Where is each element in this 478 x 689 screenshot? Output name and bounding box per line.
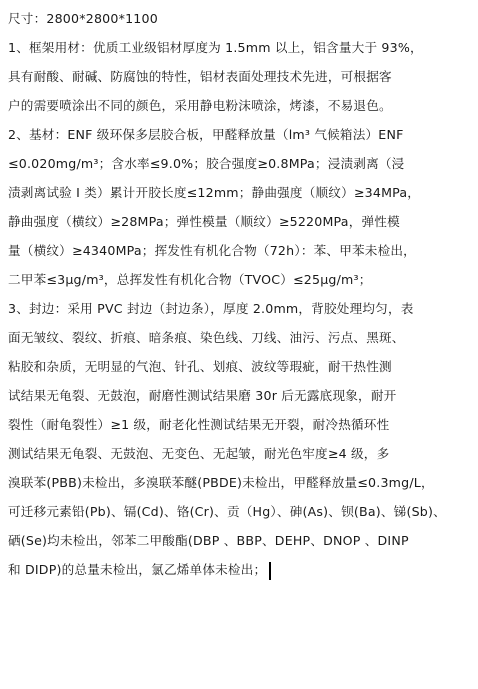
edge-banding-line-6: 测试结果无龟裂、无鼓泡、无变色、无起皱，耐光色牢度≥4 级，多 [8,446,390,461]
base-material-line-2: ≤0.020mg/m³；含水率≤9.0%；胶合强度≥0.8MPa；浸渍剥离（浸 [8,156,405,171]
edge-banding-line-7: 溴联苯(PBB)未检出，多溴联苯醚(PBDE)未检出，甲醛释放量≤0.3mg/L， [8,475,434,490]
base-material-line-5: 量（横纹）≥4340MPa；挥发性有机化合物（72h）：苯、甲苯未检出， [8,243,416,258]
edge-banding-line-5: 裂性（耐龟裂性）≥1 级，耐老化性测试结果无开裂，耐冷热循环性 [8,417,390,432]
size-line: 尺寸：2800*2800*1100 [8,11,158,26]
edge-banding-line-10[interactable] [8,555,472,584]
base-material-line-4: 静曲强度（横纹）≥28MPa；弹性模量（顺纹）≥5220MPa，弹性模 [8,214,400,229]
frame-material-line-2: 具有耐酸、耐碱、防腐蚀的特性，铝材表面处理技术先进，可根据客 [8,69,392,84]
document-body [8,4,472,584]
edge-banding-line-4: 试结果无龟裂、无鼓泡，耐磨性测试结果磨 30r 后无露底现象，耐开 [8,388,397,403]
base-material-line-1: 2、基材：ENF 级环保多层胶合板，甲醛释放量（lm³ 气候箱法）ENF [8,127,404,142]
edge-banding-line-1: 3、封边：采用 PVC 封边（封边条），厚度 2.0mm，背胶处理均匀，表 [8,301,414,316]
edge-banding-line-2: 面无皱纹、裂纹、折痕、暗条痕、染色线、刀线、油污、污点、黑斑、 [8,330,405,345]
edge-banding-line-10-text: 和 DIDP)的总量未检出，氯乙烯单体未检出； [8,562,267,577]
frame-material-line-1: 1、框架用材：优质工业级铝材厚度为 1.5mm 以上，铝含量大于 93%， [8,40,423,55]
edge-banding-line-8: 可迁移元素铅(Pb)、镉(Cd)、铬(Cr)、贡（Hg）、砷(As)、钡(Ba)、锑(Sb)、 [8,504,446,519]
edge-banding-line-9: 硒(Se)均未检出，邻苯二甲酸酯(DBP 、BBP、DEHP、DNOP 、DINP [8,533,409,548]
text-cursor [269,562,271,580]
base-material-line-3: 渍剥离试验 I 类）累计开胶长度≤12mm；静曲强度（顺纹）≥34MPa， [8,185,421,200]
edge-banding-line-3: 粘胶和杂质，无明显的气泡、针孔、划痕、波纹等瑕疵，耐干热性测 [8,359,392,374]
frame-material-line-3: 户的需要喷涂出不同的颜色，采用静电粉沫喷涂，烤漆，不易退色。 [8,98,392,113]
base-material-line-6: 二甲苯≤3μg/m³，总挥发性有机化合物（TVOC）≤25μg/m³； [8,272,372,287]
